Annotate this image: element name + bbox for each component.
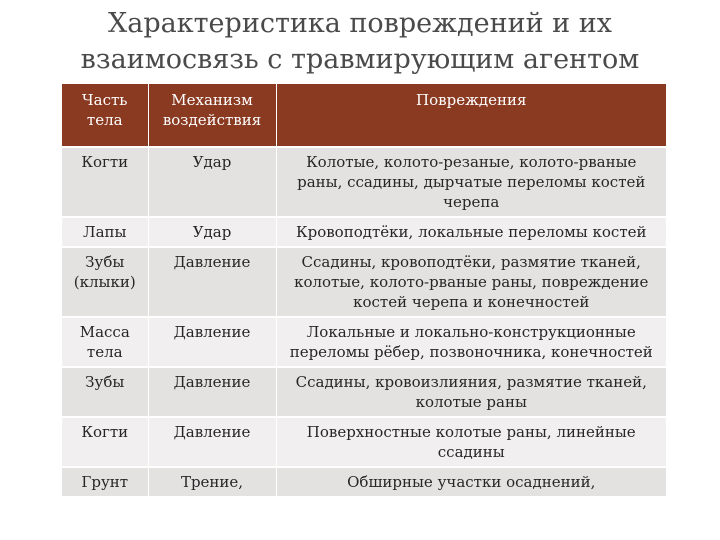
cell-injuries: Ссадины, кровоизлияния, размятие тканей, колотые раны bbox=[276, 367, 666, 417]
cell-injuries: Поверхностные колотые раны, линейные ссадины bbox=[276, 417, 666, 467]
cell-body-part: Масса тела bbox=[62, 317, 148, 367]
table-row bbox=[62, 247, 666, 317]
header-injuries: Повреждения bbox=[276, 84, 666, 147]
cell-body-part: Лапы bbox=[62, 217, 148, 247]
cell-mechanism: Давление bbox=[148, 247, 276, 317]
cell-injuries: Колотые, колото-резаные, колото-рваные раны, ссадины, дырчатые переломы костей черепа bbox=[276, 147, 666, 217]
page-title bbox=[0, 6, 720, 78]
title-line-1: Характеристика повреждений и их bbox=[108, 8, 612, 39]
cell-mechanism: Удар bbox=[148, 147, 276, 217]
header-mechanism: Механизм воздействия bbox=[148, 84, 276, 147]
injury-table-container bbox=[62, 84, 666, 496]
cell-body-part: Когти bbox=[62, 417, 148, 467]
cell-mechanism: Удар bbox=[148, 217, 276, 247]
table-row bbox=[62, 417, 666, 467]
cell-injuries: Локальные и локально-конструкционные переломы рёбер, позвоночника, конечностей bbox=[276, 317, 666, 367]
cell-mechanism: Давление bbox=[148, 367, 276, 417]
injury-table bbox=[62, 84, 666, 496]
header-body-part: Часть тела bbox=[62, 84, 148, 147]
cell-mechanism: Давление bbox=[148, 317, 276, 367]
cell-body-part: Зубы bbox=[62, 367, 148, 417]
table-row bbox=[62, 317, 666, 367]
cell-mechanism: Трение, bbox=[148, 467, 276, 496]
table-body bbox=[62, 147, 666, 496]
cell-body-part: Когти bbox=[62, 147, 148, 217]
cell-injuries: Ссадины, кровоподтёки, размятие тканей, колотые, колото-рваные раны, повреждение костей черепа и конечностей bbox=[276, 247, 666, 317]
cell-mechanism: Давление bbox=[148, 417, 276, 467]
table-row bbox=[62, 467, 666, 496]
table-row bbox=[62, 217, 666, 247]
table-row bbox=[62, 367, 666, 417]
table-header bbox=[62, 84, 666, 147]
cell-body-part: Зубы (клыки) bbox=[62, 247, 148, 317]
title-line-2: взаимосвязь с травмирующим агентом bbox=[80, 44, 640, 75]
cell-body-part: Грунт bbox=[62, 467, 148, 496]
cell-injuries: Кровоподтёки, локальные переломы костей bbox=[276, 217, 666, 247]
cell-injuries: Обширные участки осаднений, bbox=[276, 467, 666, 496]
header-row bbox=[62, 84, 666, 147]
table-row bbox=[62, 147, 666, 217]
